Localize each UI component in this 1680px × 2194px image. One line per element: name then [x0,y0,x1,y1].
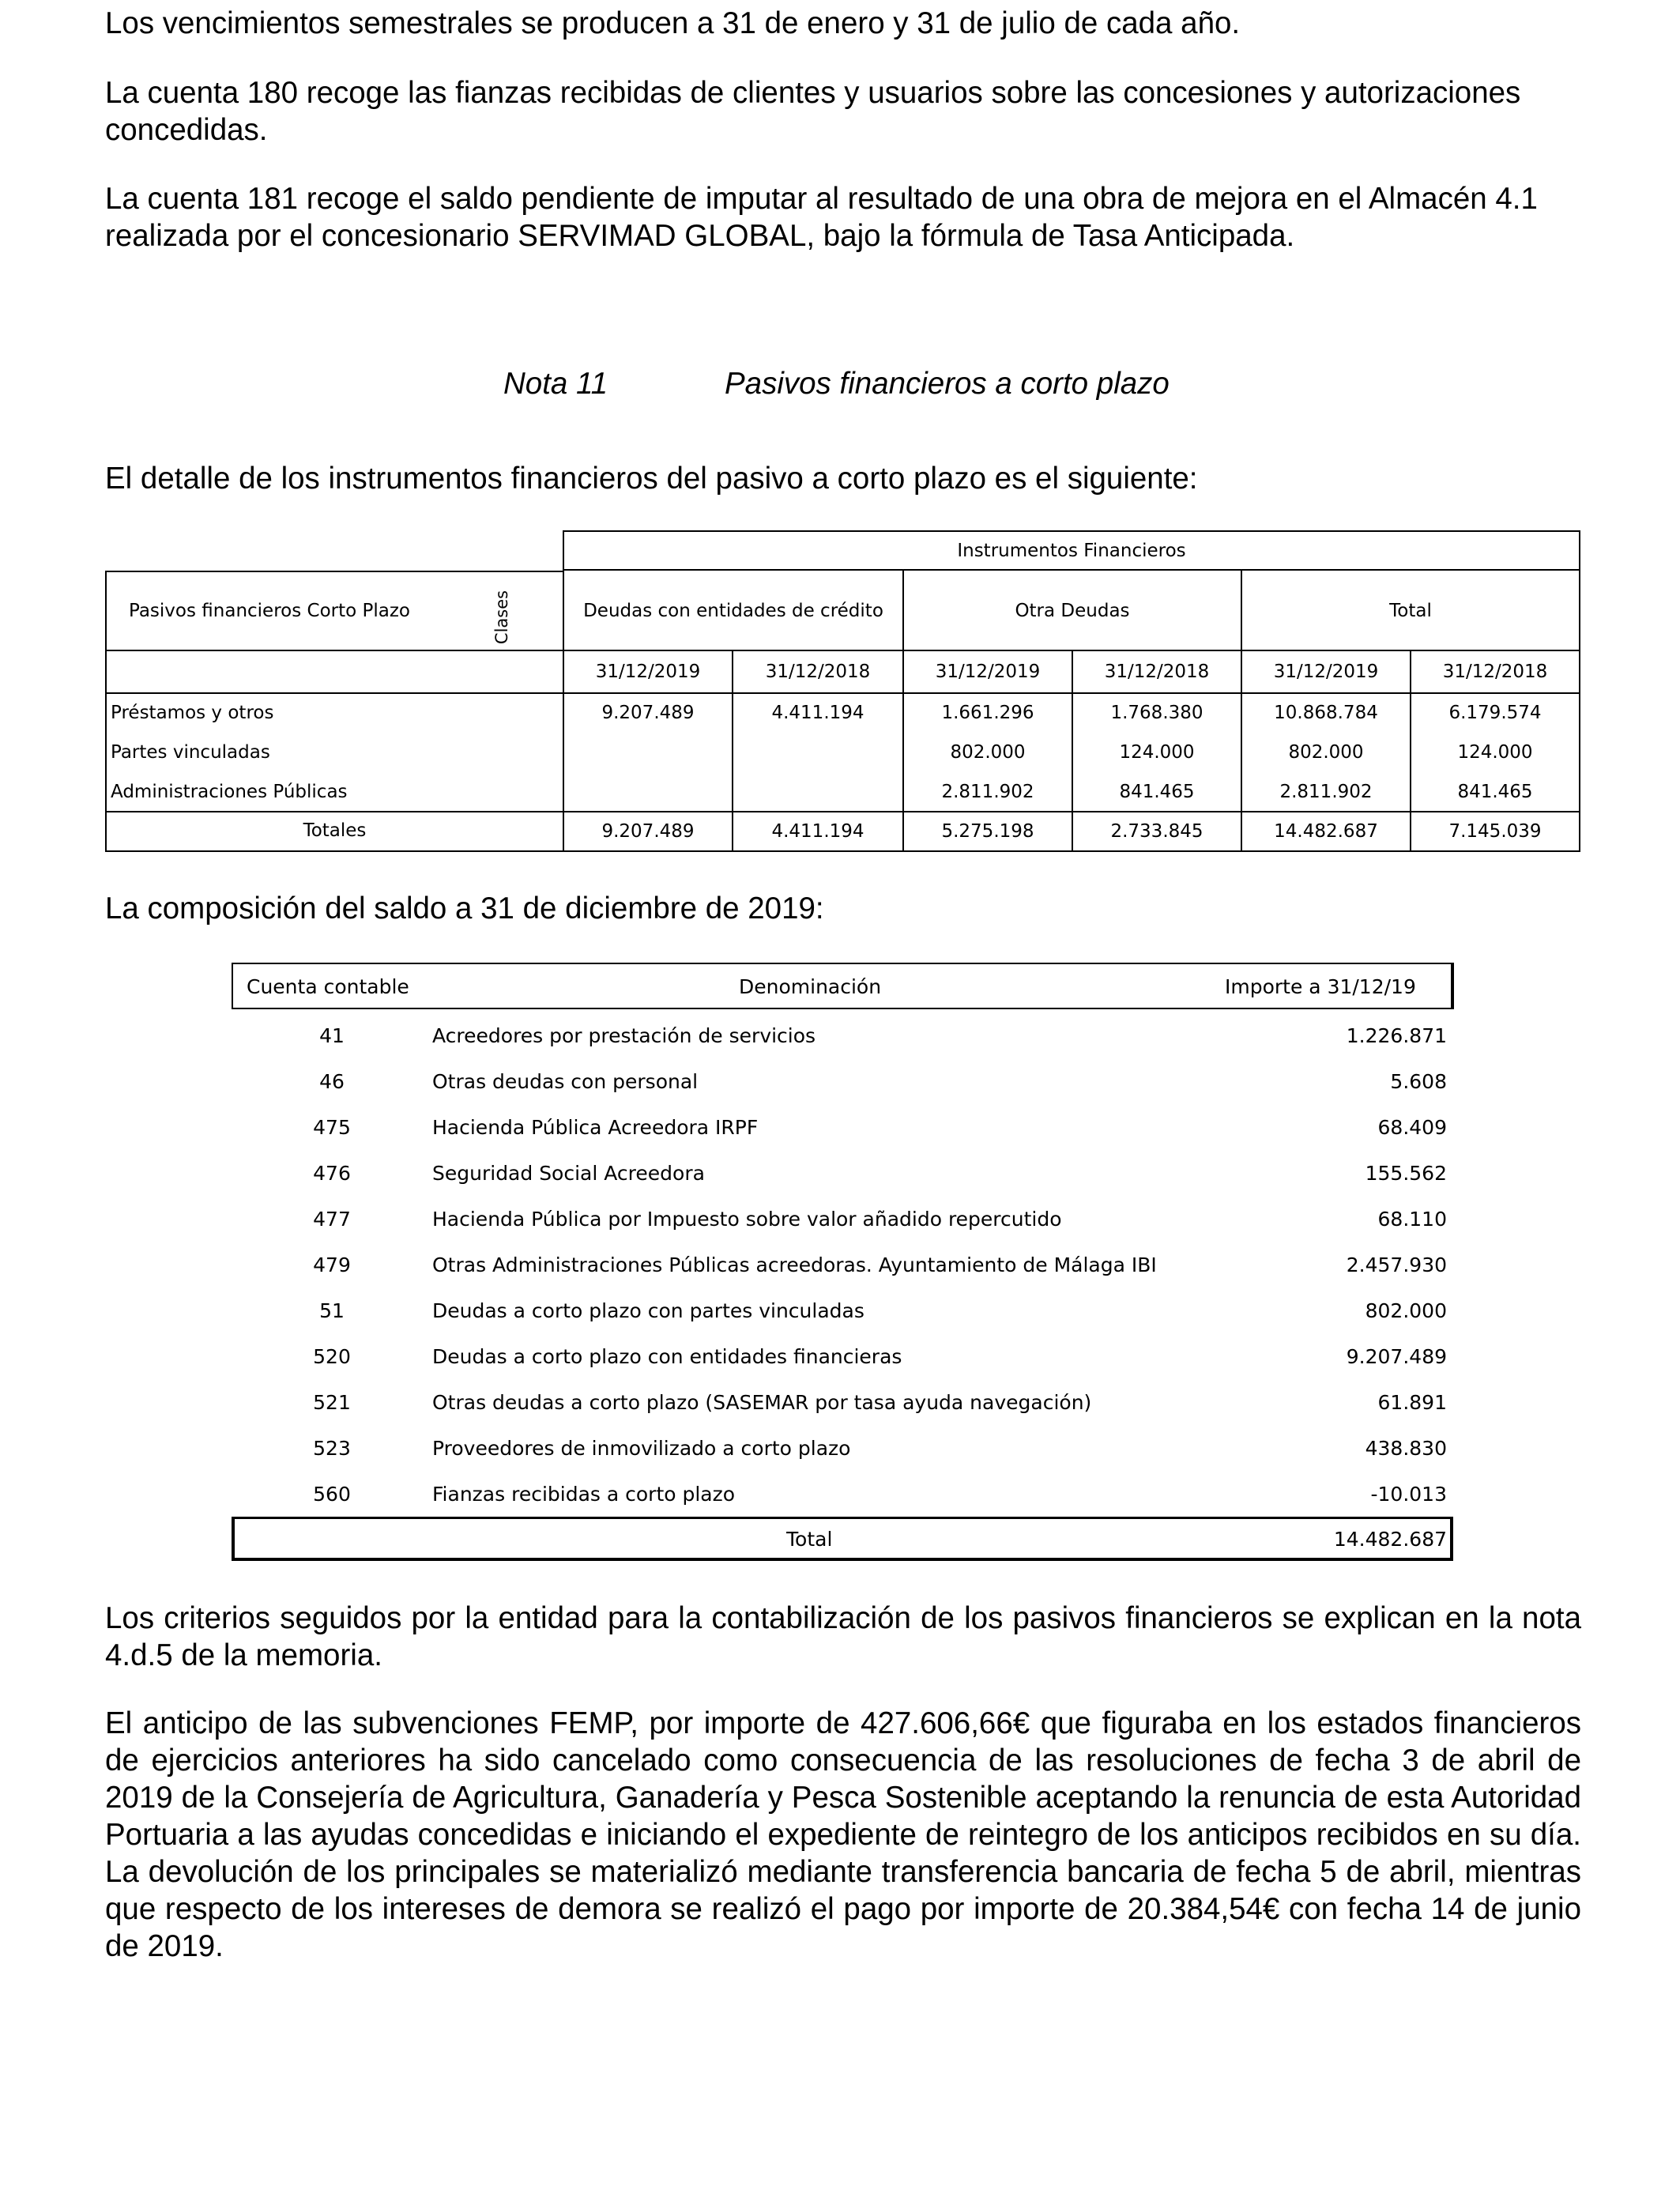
header-importe: Importe a 31/12/19 [1225,974,1416,998]
cuenta-cell: 521 [313,1390,351,1414]
row-label: Administraciones Públicas [111,782,348,802]
denominacion-cell: Proveedores de inmovilizado a corto plazo [432,1436,851,1460]
total-cell: 14.482.687 [1274,821,1378,842]
paragraph-cuenta-181: La cuenta 181 recoge el saldo pendiente de imputar al resultado de una obra de mejora en el Almacén 4.1 realizada por el concesionario SERVIMAD GLOBAL, bajo la fórmula de Tasa Anticipada. [105,182,1538,253]
col-group-deudas-credito: Deudas con entidades de crédito [583,601,883,621]
totals-label: Totales [303,820,367,841]
paragraph-cuenta-180: La cuenta 180 recoge las fianzas recibidas de clientes y usuarios sobre las concesiones y autorizaciones concedidas. [105,76,1521,147]
value-cell [733,733,902,771]
value-cell: 9.207.489 [601,703,695,723]
row-label: Préstamos y otros [111,703,274,723]
value-cell: 802.000 [1288,742,1364,763]
value-cell: 2.811.902 [941,782,1034,802]
value-cell: 4.411.194 [771,703,864,723]
value-cell: 802.000 [950,742,1026,763]
importe-cell: 68.110 [1377,1207,1447,1231]
denominacion-cell: Fianzas recibidas a corto plazo [432,1482,736,1506]
note-number: Nota 11 [503,367,608,401]
cuenta-cell: 477 [313,1207,351,1231]
paragraph-detalle-intro: El detalle de los instrumentos financieros del pasivo a corto plazo es el siguiente: [105,462,1198,496]
cuenta-cell: 520 [313,1344,351,1368]
value-cell: 6.179.574 [1448,703,1542,723]
importe-cell: 61.891 [1377,1390,1447,1414]
importe-cell: 9.207.489 [1346,1344,1447,1368]
denominacion-cell: Hacienda Pública por Impuesto sobre valor añadido repercutido [432,1207,1062,1231]
cuenta-cell: 51 [319,1299,345,1322]
cuenta-cell: 560 [313,1482,351,1506]
importe-cell: -10.013 [1370,1482,1447,1506]
denominacion-cell: Deudas a corto plazo con partes vinculadas [432,1299,864,1322]
denominacion-cell: Deudas a corto plazo con entidades financieras [432,1344,902,1368]
cuenta-cell: 41 [319,1023,345,1047]
value-cell: 124.000 [1457,742,1533,763]
denominacion-cell: Otras deudas a corto plazo (SASEMAR por tasa ayuda navegación) [432,1390,1092,1414]
value-cell [564,733,732,771]
group-header: Instrumentos Financieros [957,540,1186,561]
total-cell: 7.145.039 [1448,821,1542,842]
importe-cell: 802.000 [1365,1299,1447,1322]
importe-cell: 2.457.930 [1346,1253,1447,1276]
value-cell: 124.000 [1119,742,1195,763]
total-cell: 5.275.198 [941,821,1034,842]
paragraph-anticipo-femp: El anticipo de las subvenciones FEMP, por importe de 427.606,66€ que figuraba en los estados financieros de ejercicios anteriores ha sido cancelado como consecuencia de las resoluciones de fecha 3 de abril de 2019 de la Consejería de Agricultura, Ganadería y Pesca Sostenible aceptando la renuncia de esta Autoridad Portuaria a las ayudas concedidas e iniciando el expediente de reintegro de los anticipos recibidos en su día. La devolución de los principales se materializó mediante transferencia bancaria de fecha 5 de abril, mientras que respecto de los intereses de demora se realizó el pago por importe de 20.384,54€ con fecha 14 de junio de 2019. [105,1706,1581,1963]
note-title: Pasivos financieros a corto plazo [725,367,1170,401]
value-cell: 10.868.784 [1274,703,1378,723]
importe-cell: 1.226.871 [1346,1023,1447,1047]
importe-cell: 68.409 [1377,1115,1447,1139]
total-cell: 9.207.489 [601,821,695,842]
paragraph-criterios: Los criterios seguidos por la entidad para la contabilización de los pasivos financieros se explican en la nota 4.d.5 de la memoria. [105,1601,1581,1672]
value-cell: 1.768.380 [1110,703,1203,723]
header-cuenta: Cuenta contable [247,974,409,998]
total-cell: 4.411.194 [771,821,864,842]
value-cell [564,773,732,811]
total-value: 14.482.687 [1333,1527,1447,1551]
date-header: 31/12/2018 [765,662,871,682]
paragraph-vencimientos: Los vencimientos semestrales se producen a 31 de enero y 31 de julio de cada año. [105,6,1241,40]
total-cell: 2.733.845 [1110,821,1203,842]
date-header: 31/12/2019 [935,662,1041,682]
date-header: 31/12/2019 [1273,662,1379,682]
date-header: 31/12/2018 [1104,662,1210,682]
value-cell: 1.661.296 [941,703,1034,723]
denominacion-cell: Seguridad Social Acreedora [432,1161,705,1185]
date-header: 31/12/2018 [1442,662,1548,682]
value-cell: 841.465 [1457,782,1533,802]
cuenta-cell: 46 [319,1069,345,1093]
row-header-label: Pasivos financieros Corto Plazo [129,601,411,621]
importe-cell: 5.608 [1390,1069,1447,1093]
cuenta-cell: 479 [313,1253,351,1276]
row-label: Partes vinculadas [111,742,270,763]
paragraph-composicion-intro: La composición del saldo a 31 de diciembre de 2019: [105,892,824,925]
col-group-otra-deudas: Otra Deudas [1015,601,1130,621]
total-label: Total [786,1527,833,1551]
value-cell: 841.465 [1119,782,1195,802]
denominacion-cell: Hacienda Pública Acreedora IRPF [432,1115,759,1139]
cuenta-cell: 475 [313,1115,351,1139]
clases-label: Clases [492,590,512,645]
header-denominacion: Denominación [739,974,882,998]
cuenta-cell: 523 [313,1436,351,1460]
importe-cell: 155.562 [1365,1161,1447,1185]
value-cell [733,773,902,811]
denominacion-cell: Acreedores por prestación de servicios [432,1023,816,1047]
value-cell: 2.811.902 [1279,782,1373,802]
denominacion-cell: Otras Administraciones Públicas acreedoras. Ayuntamiento de Málaga IBI [432,1253,1157,1276]
importe-cell: 438.830 [1365,1436,1447,1460]
cuenta-cell: 476 [313,1161,351,1185]
date-header: 31/12/2019 [595,662,701,682]
denominacion-cell: Otras deudas con personal [432,1069,699,1093]
col-group-total: Total [1389,601,1432,621]
